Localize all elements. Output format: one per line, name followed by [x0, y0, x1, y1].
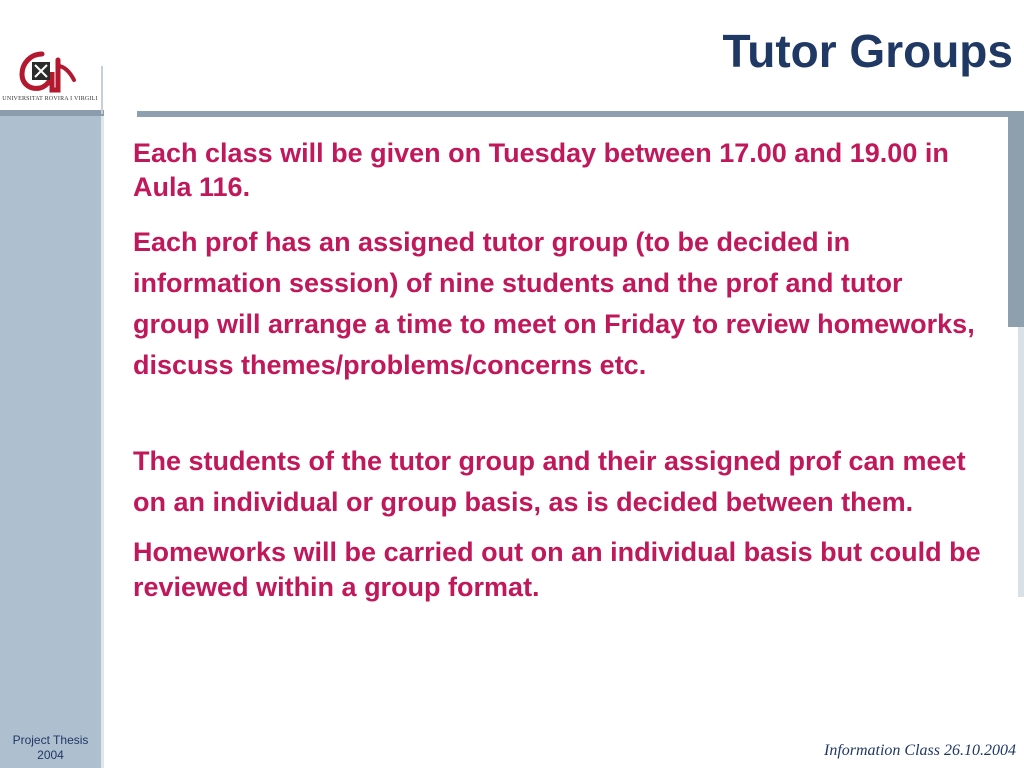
left-sidebar-panel: [0, 115, 104, 768]
footer-project-line2: 2004: [37, 748, 64, 762]
slide-body: [133, 136, 983, 605]
logo-caption: UNIVERSITAT ROVIRA I VIRGILI: [2, 96, 98, 102]
footer-date-label: Information Class 26.10.2004: [823, 742, 1016, 759]
body-paragraph-tutor-group: Each prof has an assigned tutor group (to be decided in information session) of nine students and the prof and tutor group will arrange a time to meet on Friday to review homeworks, discuss themes/problems/concerns etc.: [133, 227, 975, 380]
body-paragraph-homeworks: Homeworks will be carried out on an individual basis but could be reviewed within a group format.: [133, 537, 981, 602]
university-logo-icon: [12, 46, 82, 94]
title-divider: [137, 111, 1024, 117]
logo-divider: [101, 66, 103, 114]
sidebar-top-divider: [0, 110, 104, 116]
footer-project-label: [0, 733, 101, 763]
right-accent-bar-light: [1018, 327, 1024, 597]
slide-title: Tutor Groups: [722, 25, 1013, 77]
body-paragraph-meeting-basis: The students of the tutor group and their assigned prof can meet on an individual or group basis, as is decided between them.: [133, 446, 966, 517]
footer-project-line1: Project Thesis: [12, 733, 89, 747]
body-paragraph-class-time: Each class will be given on Tuesday between 17.00 and 19.00 in Aula 116.: [133, 138, 949, 202]
logo-area: [0, 28, 104, 110]
right-accent-bar: [1008, 117, 1024, 327]
